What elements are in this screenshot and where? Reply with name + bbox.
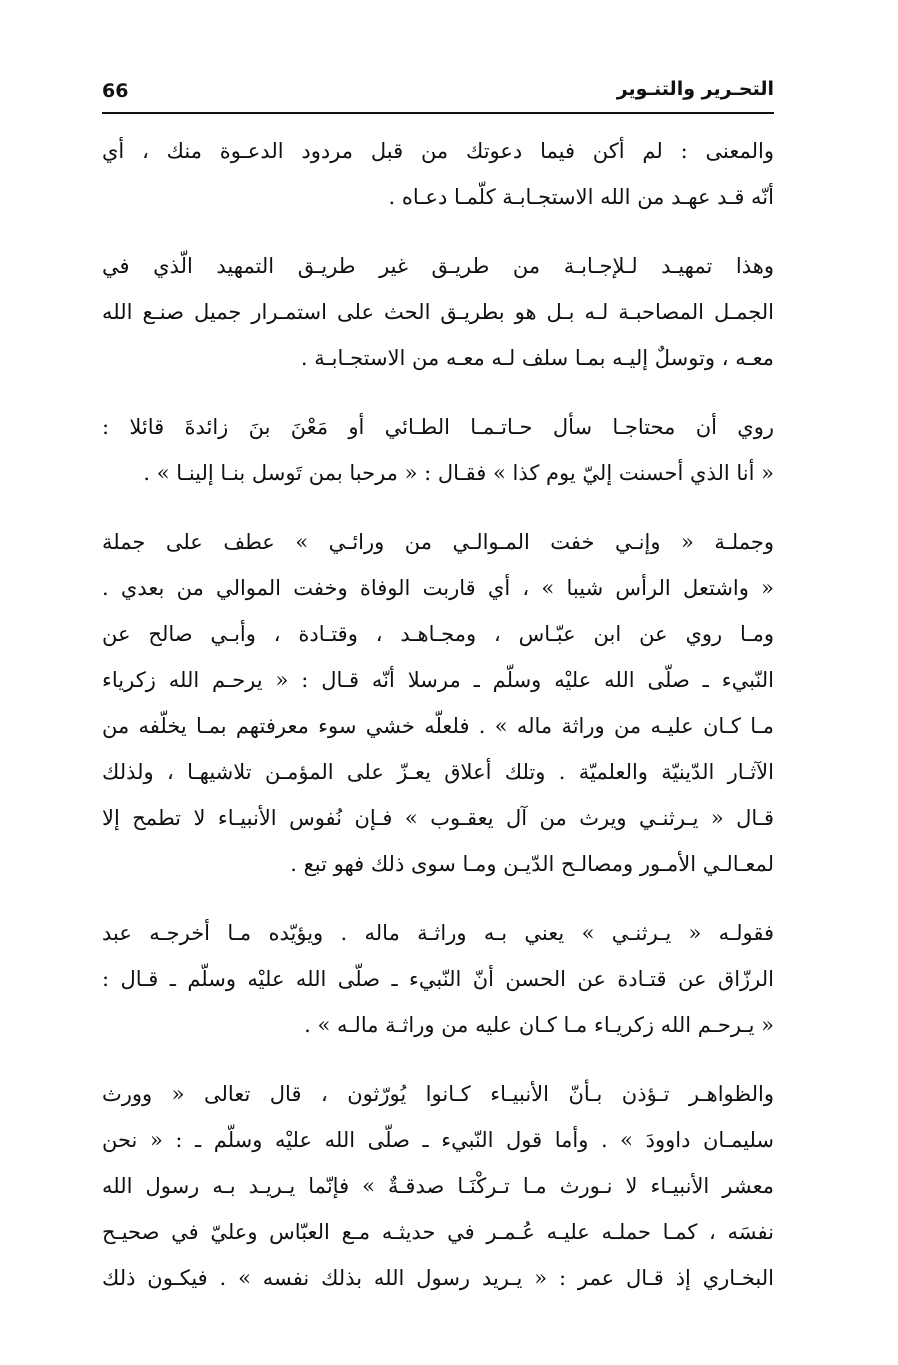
- text-line: وهذا تمهيـد لـلإجـابـة من طريـق غير طريـق التمهيد الّذي في: [102, 254, 774, 278]
- text-line: ومـا روي عن ابن عبّـاس ، ومجـاهـد ، وقتـادة ، وأبـي صالح عن: [102, 622, 774, 646]
- text-line: فقولـه « يـرثنـي » يعني بـه وراثـة ماله . ويؤيّده مـا أخرجـه عبد: [102, 921, 774, 945]
- text-line: معـه ، وتوسلٌ إليـه بمـا سلف لـه معـه من الاستجـابـة .: [300, 346, 774, 370]
- paragraph: [102, 1071, 774, 1301]
- paragraph: [102, 519, 774, 887]
- paragraph: [102, 910, 774, 1048]
- text-line: سليمـان داوودَ » . وأما قول النّبيء ـ صلّى الله عليْه وسلّم ـ : « نحن: [102, 1128, 774, 1152]
- text-line: الرزّاق عن قتـادة عن الحسن أنّ النّبيء ـ صلّى الله عليْه وسلّم ـ قـال :: [102, 967, 774, 991]
- text-line: نفسَه ، كمـا حملـه عليـه عُـمـر في حديثـه مـع العبّاس وعليّ في صحيـح: [102, 1220, 774, 1244]
- text-line: لمعـالـي الأمـور ومصالـح الدّيـن ومـا سوى ذلك فهو تبع .: [290, 852, 774, 876]
- text-line: وجملـة « وإنـي خفت المـوالـي من ورائـي » عطف على جملة: [102, 530, 774, 554]
- text-line: معشر الأنبيـاء لا نـورث مـا تـركْنَـا صدقـةٌ » فإنّما يـريـد بـه رسول الله: [102, 1174, 774, 1198]
- text-line: والظواهـر تـؤذن بـأنّ الأنبيـاء كـانوا يُورّثون ، قال تعالى « وورث: [102, 1082, 774, 1106]
- text-line: « يـرحـم الله زكريـاء مـا كـان عليه من وراثـة مالـه » .: [304, 1013, 774, 1037]
- text-line: الآثـار الدّينيّة والعلميّة . وتلك أعلاق يعـزّ على المؤمـن تلاشيهـا ، ولذلك: [102, 760, 774, 784]
- text-line: والمعنى : لم أكن فيما دعوتك من قبل مردود الدعـوة منك ، أي: [102, 139, 774, 163]
- running-title: التحـرير والتنـوير: [616, 78, 774, 100]
- body-text: [102, 128, 774, 1324]
- paragraph: [102, 404, 774, 496]
- text-line: البخـاري إذ قـال عمر : « يـريد رسول الله بذلك نفسه » . فيكـون ذلك: [102, 1266, 774, 1290]
- paragraph: [102, 243, 774, 381]
- text-line: أنّه قـد عهـد من الله الاستجـابـة كلّمـا دعـاه .: [388, 185, 774, 209]
- text-line: روي أن محتاجـا سأل حـاتـمـا الطـائي أو مَعْنَ بنَ زائدةَ قائلا :: [102, 415, 774, 439]
- text-line: مـا كـان عليـه من وراثة ماله » . فلعلّه خشي سوء معرفتهم بمـا يخلّفه من: [102, 714, 774, 738]
- text-line: قـال « يـرثنـي ويرث من آل يعقـوب » فـإن نُفوس الأنبيـاء لا تطمح إلا: [102, 806, 774, 830]
- text-line: « أنا الذي أحسنت إليّ يوم كذا » فقـال : « مرحبا بمن تَوسل بنـا إلينـا » .: [143, 461, 774, 485]
- text-line: النّبيء ـ صلّى الله عليْه وسلّم ـ مرسلا أنّه قـال : « يرحـم الله زكرياء: [102, 668, 774, 692]
- text-line: الجمـل المصاحبـة لـه بـل هو بطريـق الحث على استمـرار جميل صنـع الله: [102, 300, 774, 324]
- page-number: 66: [102, 80, 129, 102]
- page-header: [102, 78, 774, 114]
- text-line: « واشتعل الرأس شيبا » ، أي قاربت الوفاة وخفت الموالي من بعدي .: [102, 576, 774, 600]
- paragraph: [102, 128, 774, 220]
